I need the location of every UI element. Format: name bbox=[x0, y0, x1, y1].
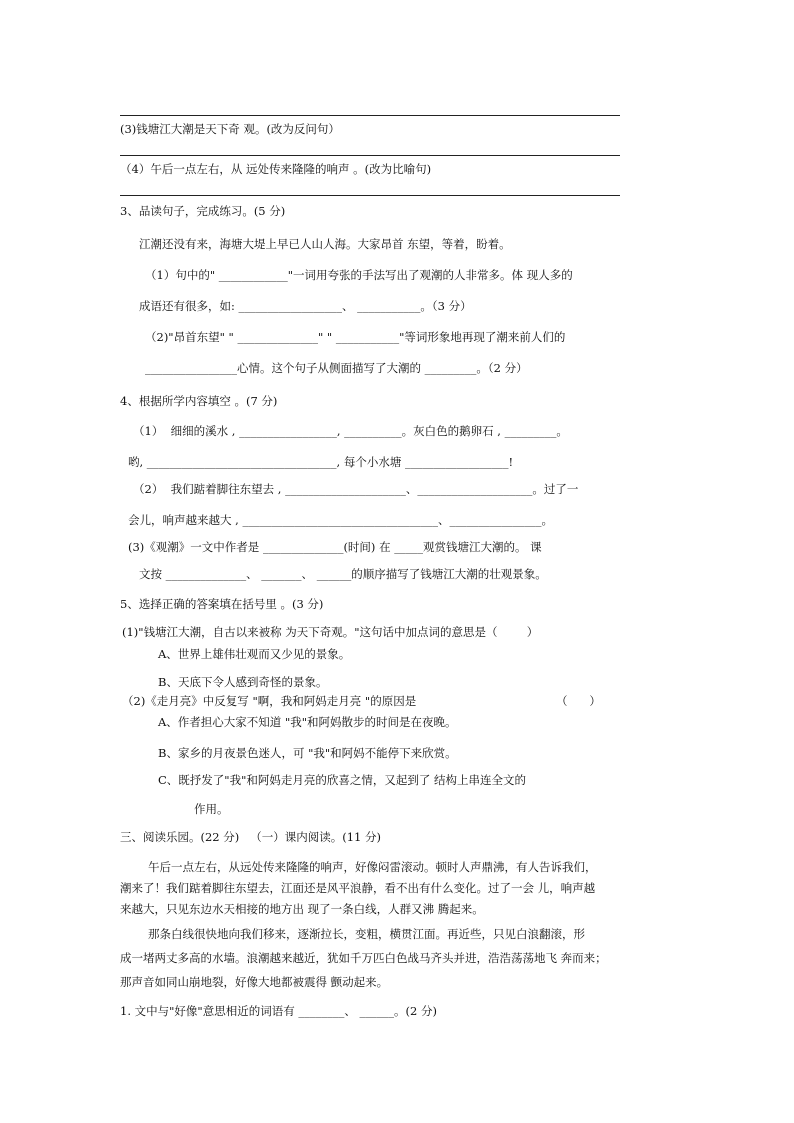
answer-line bbox=[120, 155, 620, 156]
question-line: ________________心情。这个句子从侧面描写了大潮的 _________。（2 分） bbox=[145, 361, 528, 375]
question-line: （1）句中的" ____________"一词用夸张的手法写出了观潮的人非常多。体 现人多的 bbox=[145, 268, 573, 282]
section-heading: 3、品读句子，完成练习。(5 分) bbox=[120, 204, 286, 218]
question-line: （2)"昂首东望" " ______________" " ___________"等词形象地再现了潮来前人们的 bbox=[145, 330, 566, 344]
section-heading: 5、选择正确的答案填在括号里 。(3 分) bbox=[120, 597, 324, 611]
question-line: (3)《观潮》一文中作者是 ______________(时间) 在 _____观赏钱塘江大潮的。 课 bbox=[128, 540, 542, 554]
question-line: 1. 文中与"好像"意思相近的词语有 ________、 ______。(2 分) bbox=[120, 1004, 437, 1018]
question-line: (3)钱塘江大潮是天下奇 观。(改为反问句） bbox=[120, 122, 340, 136]
question-line: （2） 我们踮着脚往东望去 , _____________________、____________________。过了一 bbox=[133, 482, 579, 496]
quoted-sentence: 江潮还没有来，海塘大堤上早已人山人海。大家昂首 东望，等着，盼着。 bbox=[139, 237, 511, 251]
question-line: 哟, _________________________________, 每个小水塘 __________________! bbox=[128, 455, 514, 469]
question-line: (1)"钱塘江大潮，自古以来被称 为天下奇观。"这句话中加点词的意思是（ ） bbox=[122, 625, 539, 639]
choice-option: B、天底下令人感到奇怪的景象。 bbox=[158, 675, 328, 689]
answer-line bbox=[120, 195, 620, 196]
section-heading: 4、根据所学内容填空 。(7 分) bbox=[120, 394, 278, 408]
reading-passage: 那条白线很快地向我们移来，逐渐拉长，变粗，横贯江面。再近些，只见白浪翻滚，形 bbox=[148, 927, 585, 941]
answer-bracket: （ ） bbox=[556, 694, 601, 708]
question-line: 会儿，响声越来越大 , __________________________________、________________。 bbox=[128, 513, 553, 527]
reading-passage: 潮来了！我们踮着脚往东望去，江面还是风平浪静，看不出有什么变化。过了一会 儿，响声越 bbox=[120, 881, 596, 895]
choice-option: A、作者担心大家不知道 "我"和阿妈散步的时间是在夜晚。 bbox=[158, 715, 457, 729]
question-line: （2)《走月亮》中反复写 "啊，我和阿妈走月亮 "的原因是 bbox=[122, 694, 417, 708]
section-heading: 三、阅读乐园。(22 分) （一）课内阅读。(11 分) bbox=[120, 830, 381, 844]
question-line: （4）午后一点左右，从 远处传来隆隆的响声 。(改为比喻句) bbox=[120, 162, 432, 176]
choice-option: 作用。 bbox=[194, 802, 229, 816]
answer-line bbox=[120, 115, 620, 116]
reading-passage: 成一堵两丈多高的水墙。浪潮越来越近，犹如千万匹白色战马齐头并进，浩浩荡荡地飞 奔而来； bbox=[120, 951, 607, 965]
choice-option: B、家乡的月夜景色迷人，可 "我"和阿妈不能停下来欣赏。 bbox=[158, 746, 457, 760]
reading-passage: 来越大，只见东边水天相接的地方出 现了一条白线，人群又沸 腾起来。 bbox=[120, 902, 484, 916]
question-line: 文按 ______________、 _______、 ______的顺序描写了钱塘江大潮的壮观景象。 bbox=[139, 567, 547, 581]
question-line: （1） 细细的溪水 , _________________, __________。灰白色的鹅卵石 , _________。 bbox=[133, 424, 568, 438]
choice-option: A、世界上雄伟壮观而又少见的景象。 bbox=[158, 647, 351, 661]
question-line: 成语还有很多，如: __________________、 ___________。（3 分） bbox=[139, 299, 472, 313]
reading-passage: 那声音如同山崩地裂，好像大地都被震得 颤动起来。 bbox=[120, 975, 389, 989]
reading-passage: 午后一点左右，从远处传来隆隆的响声，好像闷雷滚动。顿时人声鼎沸，有人告诉我们， bbox=[148, 860, 597, 874]
choice-option: C、既抒发了"我"和阿妈走月亮的欣喜之情，又起到了 结构上串连全文的 bbox=[158, 773, 527, 787]
